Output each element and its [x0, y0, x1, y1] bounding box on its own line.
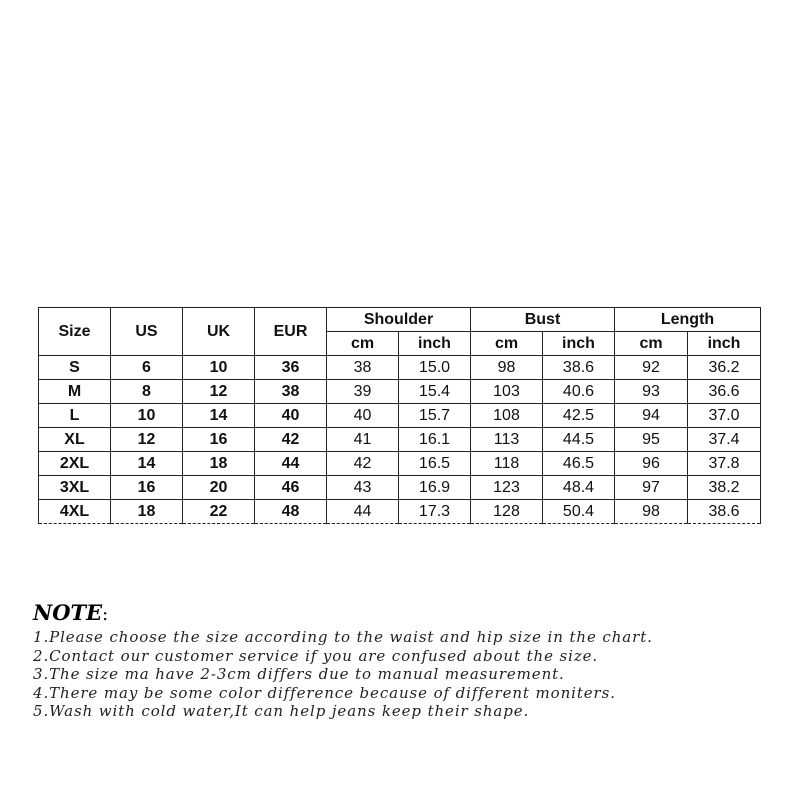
cell-bust-cm: 98 [471, 356, 543, 380]
table-row [39, 404, 761, 428]
cell-bust-inch: 40.6 [543, 380, 615, 404]
cell-length-cm: 95 [615, 428, 688, 452]
header-shoulder-cm: cm [327, 332, 399, 356]
cell-uk: 12 [183, 380, 255, 404]
cell-size: L [39, 404, 111, 428]
cell-length-inch: 37.0 [688, 404, 761, 428]
cell-bust-cm: 118 [471, 452, 543, 476]
cell-uk: 10 [183, 356, 255, 380]
cell-length-inch: 37.4 [688, 428, 761, 452]
cell-shoulder-inch: 15.4 [399, 380, 471, 404]
header-length-inch: inch [688, 332, 761, 356]
note-title-text: NOTE [33, 600, 103, 625]
cell-eur: 44 [255, 452, 327, 476]
cell-size: 3XL [39, 476, 111, 500]
cell-length-cm: 96 [615, 452, 688, 476]
cell-length-inch: 38.6 [688, 500, 761, 524]
cell-length-inch: 37.8 [688, 452, 761, 476]
cell-length-cm: 94 [615, 404, 688, 428]
note-line-1: 1.Please choose the size according to the waist and hip size in the chart. [33, 628, 653, 646]
cell-bust-inch: 44.5 [543, 428, 615, 452]
cell-us: 6 [111, 356, 183, 380]
table-row [39, 476, 761, 500]
cell-length-cm: 97 [615, 476, 688, 500]
header-size: Size [39, 308, 111, 356]
cell-shoulder-cm: 38 [327, 356, 399, 380]
cell-eur: 38 [255, 380, 327, 404]
cell-shoulder-inch: 15.7 [399, 404, 471, 428]
table-row [39, 356, 761, 380]
table-row [39, 380, 761, 404]
cell-uk: 16 [183, 428, 255, 452]
cell-us: 10 [111, 404, 183, 428]
cell-shoulder-cm: 39 [327, 380, 399, 404]
note-line-4: 4.There may be some color difference because of different moniters. [33, 683, 616, 702]
cell-eur: 36 [255, 356, 327, 380]
cell-us: 18 [111, 500, 183, 524]
cell-shoulder-inch: 17.3 [399, 500, 471, 524]
cell-shoulder-cm: 44 [327, 500, 399, 524]
cell-eur: 48 [255, 500, 327, 524]
header-shoulder: Shoulder [327, 308, 471, 332]
cell-bust-cm: 128 [471, 500, 543, 524]
notes-section [33, 600, 793, 721]
cell-size: M [39, 380, 111, 404]
header-us: US [111, 308, 183, 356]
header-bust: Bust [471, 308, 615, 332]
header-eur: EUR [255, 308, 327, 356]
cell-size: 4XL [39, 500, 111, 524]
cell-shoulder-cm: 40 [327, 404, 399, 428]
cell-us: 14 [111, 452, 183, 476]
cell-length-inch: 36.6 [688, 380, 761, 404]
cell-shoulder-cm: 41 [327, 428, 399, 452]
header-length: Length [615, 308, 761, 332]
header-row-group [39, 308, 761, 332]
note-line-5: 5.Wash with cold water,It can help jeans keep their shape. [33, 702, 530, 720]
cell-bust-cm: 123 [471, 476, 543, 500]
cell-bust-inch: 48.4 [543, 476, 615, 500]
table-row [39, 452, 761, 476]
cell-bust-inch: 46.5 [543, 452, 615, 476]
cell-us: 12 [111, 428, 183, 452]
cell-bust-cm: 108 [471, 404, 543, 428]
cell-shoulder-inch: 15.0 [399, 356, 471, 380]
note-line-2: 2.Contact our customer service if you are confused about the size. [33, 646, 599, 665]
cell-uk: 18 [183, 452, 255, 476]
header-shoulder-inch: inch [399, 332, 471, 356]
cell-eur: 46 [255, 476, 327, 500]
note-heading [33, 600, 793, 628]
cell-size: 2XL [39, 452, 111, 476]
cell-bust-inch: 50.4 [543, 500, 615, 524]
cell-uk: 20 [183, 476, 255, 500]
cell-bust-cm: 113 [471, 428, 543, 452]
header-bust-cm: cm [471, 332, 543, 356]
cell-shoulder-inch: 16.9 [399, 476, 471, 500]
cell-eur: 40 [255, 404, 327, 428]
header-bust-inch: inch [543, 332, 615, 356]
size-chart [38, 307, 760, 524]
cell-shoulder-cm: 43 [327, 476, 399, 500]
cell-size: S [39, 356, 111, 380]
cell-shoulder-cm: 42 [327, 452, 399, 476]
cell-shoulder-inch: 16.5 [399, 452, 471, 476]
header-length-cm: cm [615, 332, 688, 356]
cell-uk: 14 [183, 404, 255, 428]
note-title-colon: : [102, 604, 109, 625]
header-uk: UK [183, 308, 255, 356]
cell-length-inch: 38.2 [688, 476, 761, 500]
table-row [39, 500, 761, 524]
cell-length-cm: 92 [615, 356, 688, 380]
cell-eur: 42 [255, 428, 327, 452]
cell-size: XL [39, 428, 111, 452]
cell-us: 8 [111, 380, 183, 404]
cell-shoulder-inch: 16.1 [399, 428, 471, 452]
note-line-3: 3.The size ma have 2-3cm differs due to manual measurement. [33, 665, 565, 683]
cell-length-inch: 36.2 [688, 356, 761, 380]
cell-bust-inch: 42.5 [543, 404, 615, 428]
cell-bust-inch: 38.6 [543, 356, 615, 380]
table-row [39, 428, 761, 452]
size-chart-table [38, 307, 761, 524]
cell-length-cm: 93 [615, 380, 688, 404]
cell-length-cm: 98 [615, 500, 688, 524]
cell-bust-cm: 103 [471, 380, 543, 404]
cell-uk: 22 [183, 500, 255, 524]
cell-us: 16 [111, 476, 183, 500]
